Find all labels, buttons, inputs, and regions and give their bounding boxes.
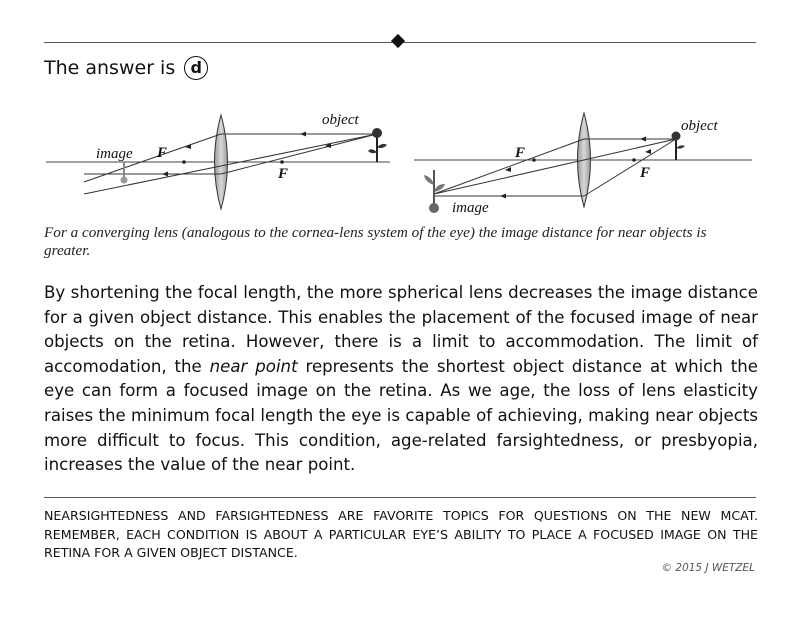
explanation-part-1: By shortening the focal length, the more spherical lens decreases the image distance for a given object distance. This enables the placement of the focused image of near objects on the retina. However, there is a limit to accommodation. The limit of accomodation, the bbox=[44, 283, 758, 376]
left-image-label: image bbox=[96, 146, 133, 162]
left-rays bbox=[84, 134, 377, 194]
right-focal-point-far bbox=[632, 158, 636, 162]
answer-prefix: The answer is bbox=[44, 57, 176, 79]
mcat-tip-note: NEARSIGHTEDNESS AND FARSIGHTEDNESS ARE FAVORITE TOPICS FOR QUESTIONS ON THE NEW MCAT. REMEMBER, EACH CONDITION IS ABOUT A PARTICULAR EYE’S ABILITY TO PLACE A FOCUSED IMAGE ON THE RETINA FOR A GIVEN OBJECT DISTANCE. bbox=[44, 508, 758, 561]
answer-line bbox=[44, 56, 208, 80]
left-ray-arrows bbox=[162, 132, 331, 177]
lens-diagram bbox=[0, 100, 800, 225]
divider-diamond-icon bbox=[391, 34, 405, 48]
left-object-flower-icon bbox=[368, 128, 387, 162]
right-object-flower-icon bbox=[672, 132, 686, 161]
explanation-paragraph bbox=[44, 281, 758, 478]
bottom-divider bbox=[44, 497, 756, 498]
explanation-part-2: represents the shortest object distance at which the eye can form a focused image on the retina. As we age, the loss of lens elasticity raises the minimum focal length the eye is capable of achieving, making near objects more difficult to focus. This condition, age-related farsightedness, or presbyopia, increases the value of the near point. bbox=[44, 356, 759, 475]
figure-caption: For a converging lens (analogous to the cornea-lens system of the eye) the image distance for near objects is greater. bbox=[44, 224, 707, 259]
right-focal-label-far: F bbox=[640, 165, 651, 181]
left-image-flower-icon bbox=[121, 162, 128, 184]
right-focal-point-near bbox=[532, 158, 536, 162]
right-image-label: image bbox=[452, 200, 489, 216]
left-focal-label-far: F bbox=[278, 166, 289, 182]
left-focal-label-near: F bbox=[157, 145, 168, 161]
near-point-term: near point bbox=[209, 356, 298, 376]
right-lens-diagram bbox=[414, 113, 752, 216]
answer-letter-badge: d bbox=[184, 56, 208, 80]
left-lens bbox=[215, 115, 228, 209]
right-focal-label-near: F bbox=[515, 145, 526, 161]
right-object-label: object bbox=[681, 118, 718, 134]
left-focal-point-near bbox=[182, 160, 186, 164]
left-lens-diagram bbox=[46, 112, 390, 209]
left-object-label: object bbox=[322, 112, 359, 128]
copyright-notice: © 2015 J WETZEL bbox=[661, 562, 755, 574]
left-focal-point-far bbox=[280, 160, 284, 164]
